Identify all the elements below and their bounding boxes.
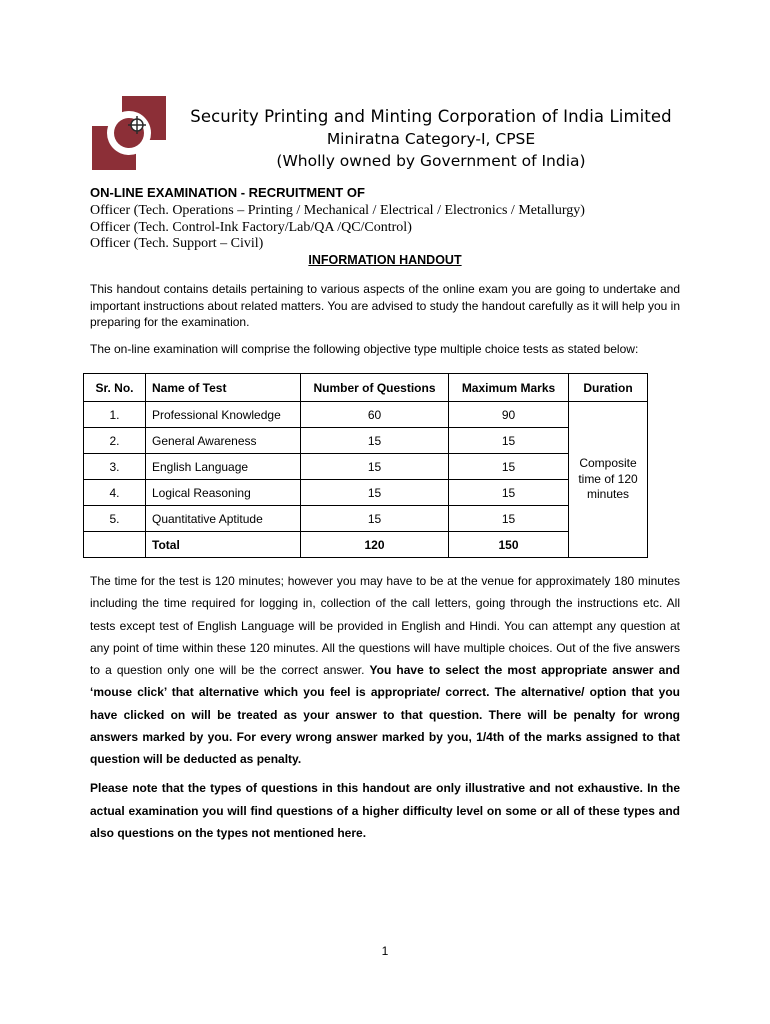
cell-total-label: Total [146, 532, 301, 558]
table-row [84, 402, 648, 428]
cell-total-questions: 120 [301, 532, 449, 558]
cell-test-name: English Language [146, 454, 301, 480]
cell-sr-no: 1. [84, 402, 146, 428]
cell-test-name: Logical Reasoning [146, 480, 301, 506]
table-row [84, 428, 648, 454]
duration-line: time of 120 [578, 471, 638, 486]
cell-marks: 15 [449, 480, 569, 506]
exam-heading: ON-LINE EXAMINATION - RECRUITMENT OF [90, 185, 365, 200]
header-sr-no: Sr. No. [84, 374, 146, 402]
exam-structure-table [83, 373, 648, 558]
spmcil-logo [92, 96, 166, 170]
cell-total-marks: 150 [449, 532, 569, 558]
cell-questions: 15 [301, 480, 449, 506]
cell-marks: 15 [449, 454, 569, 480]
table-header-row [84, 374, 648, 402]
organization-ownership: (Wholly owned by Government of India) [276, 152, 586, 170]
table-total-row [84, 532, 648, 558]
note-paragraph: Please note that the types of questions in this handout are only illustrative and not exhaustive. In the actual examination you will find questions of a higher difficulty level on some or all of these types and also questions on the types not mentioned here. [90, 781, 680, 840]
time-instructions-text: The time for the test is 120 minutes; however you may have to be at the venue for approximately 180 minutes including the time required for logging in, collection of the call letters, going through the instructions etc. All tests except test of English Language will be provided in English and Hindi. You can attempt any question at any point of time within these 120 minutes. All the questions will have multiple choices. Out of the five answers to a question only one will be the correct answer. [90, 574, 680, 678]
letterhead [176, 106, 686, 172]
header-duration: Duration [569, 374, 648, 402]
post-item: Officer (Tech. Operations – Printing / Mechanical / Electrical / Electronics / Metallurgy) [90, 203, 585, 218]
cell-marks: 90 [449, 402, 569, 428]
cell-questions: 15 [301, 428, 449, 454]
duration-line: minutes [586, 487, 630, 502]
post-item: Officer (Tech. Support – Civil) [90, 236, 264, 251]
organization-name: Security Printing and Minting Corporation of India Limited [190, 107, 672, 126]
table-row [84, 506, 648, 532]
cell-sr-no-empty [84, 532, 146, 558]
cell-duration [569, 402, 648, 558]
cell-test-name: Professional Knowledge [146, 402, 301, 428]
answer-instructions-text: You have to select the most appropriate answer and ‘mouse click’ that alternative which you feel is appropriate/ correct. The alternative/ option that you have clicked on will be treated as your answer to that question. There will be penalty for wrong answers marked by you. For every wrong answer marked by you, 1/4th of the marks assigned to that question will be deducted as penalty. [90, 663, 680, 767]
time-instructions-paragraph [90, 570, 680, 771]
handout-title: INFORMATION HANDOUT [308, 253, 462, 267]
cell-sr-no: 2. [84, 428, 146, 454]
cell-marks: 15 [449, 506, 569, 532]
header-test-name: Name of Test [146, 374, 301, 402]
table-row [84, 480, 648, 506]
header-questions: Number of Questions [301, 374, 449, 402]
cell-questions: 60 [301, 402, 449, 428]
cell-test-name: Quantitative Aptitude [146, 506, 301, 532]
header-marks: Maximum Marks [449, 374, 569, 402]
organization-category: Miniratna Category-I, CPSE [326, 130, 536, 148]
posts-list [90, 203, 585, 253]
duration-line: Composite [579, 456, 637, 471]
table-row [84, 454, 648, 480]
cell-sr-no: 4. [84, 480, 146, 506]
cell-marks: 15 [449, 428, 569, 454]
cell-questions: 15 [301, 506, 449, 532]
page-number: 1 [381, 944, 389, 958]
cell-sr-no: 5. [84, 506, 146, 532]
cell-sr-no: 3. [84, 454, 146, 480]
cell-questions: 15 [301, 454, 449, 480]
intro-paragraph: This handout contains details pertaining to various aspects of the online exam you are going to undertake and important instructions about related matters. You are advised to study the handout carefully as it will help you in preparing for the examination. [90, 282, 680, 329]
cell-test-name: General Awareness [146, 428, 301, 454]
tests-intro-paragraph: The on-line examination will comprise the following objective type multiple choice tests as stated below: [90, 342, 639, 356]
post-item: Officer (Tech. Control-Ink Factory/Lab/QA /QC/Control) [90, 219, 412, 235]
